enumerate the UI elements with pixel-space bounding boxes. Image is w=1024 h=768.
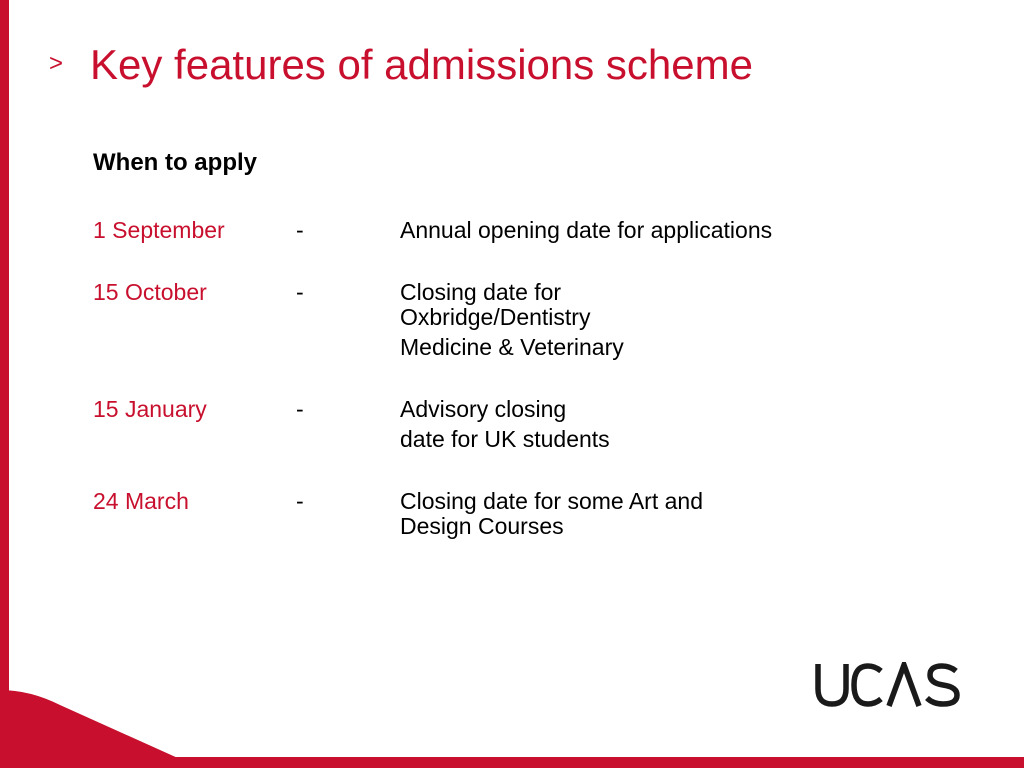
logo-letter-a <box>889 665 919 706</box>
chevron-icon: > <box>49 50 64 77</box>
description-line: Design Courses <box>400 513 564 539</box>
date-label: 24 March <box>93 488 189 514</box>
bottom-red-border <box>0 757 1024 768</box>
date-label: 15 January <box>93 396 207 422</box>
description-line: date for UK students <box>400 426 610 452</box>
dash-separator: - <box>296 279 304 305</box>
dash-separator: - <box>296 396 304 422</box>
logo-letter-s <box>927 666 957 704</box>
description-line: Closing date for <box>400 279 562 305</box>
description-line: Annual opening date for applications <box>400 217 773 243</box>
date-description <box>400 218 840 243</box>
date-label: 15 October <box>93 279 207 305</box>
date-description <box>400 280 840 360</box>
description-line: Closing date for some Art and <box>400 488 703 514</box>
description-line: Medicine & Veterinary <box>400 334 624 360</box>
date-description <box>400 397 840 452</box>
description-line: Oxbridge/Dentistry <box>400 304 591 330</box>
dash-separator: - <box>296 217 304 243</box>
date-description <box>400 489 840 539</box>
left-red-border <box>0 0 9 768</box>
ucas-logo <box>813 662 963 708</box>
subheading-when-to-apply: When to apply <box>93 149 257 176</box>
slide-title: Key features of admissions scheme <box>90 41 753 88</box>
logo-letter-u <box>818 664 846 704</box>
dash-separator: - <box>296 488 304 514</box>
logo-letter-c <box>854 666 881 704</box>
bottom-left-swoosh <box>0 690 200 768</box>
date-label: 1 September <box>93 217 225 243</box>
description-line: Advisory closing <box>400 396 567 422</box>
